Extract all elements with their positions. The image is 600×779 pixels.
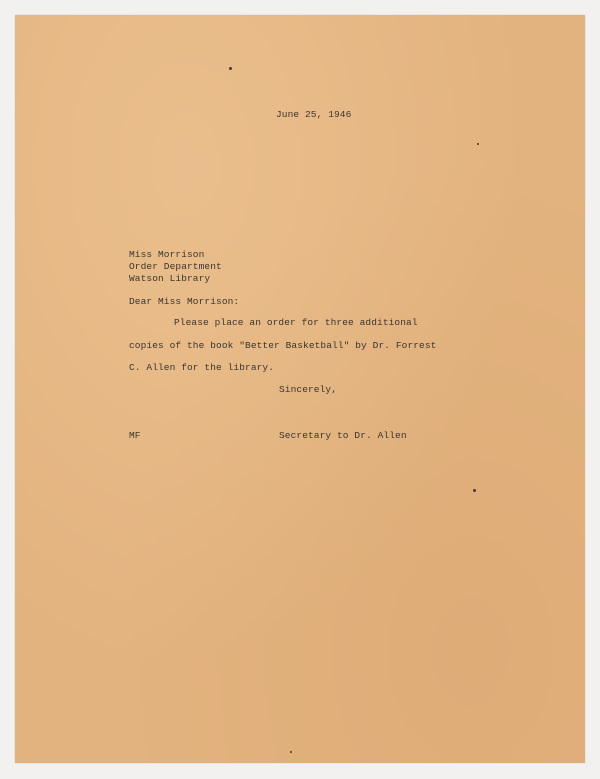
body-line-1: Please place an order for three additional [174, 317, 418, 328]
letter-date: June 25, 1946 [276, 109, 352, 120]
paper-speck [477, 143, 479, 145]
recipient-library: Watson Library [129, 273, 211, 284]
body-line-3: C. Allen for the library. [129, 362, 275, 373]
recipient-name: Miss Morrison [129, 249, 205, 260]
paper-speck [229, 67, 232, 70]
closing: Sincerely, [279, 384, 338, 395]
paper-speck [290, 751, 292, 753]
typist-initials: MF [129, 430, 141, 441]
paper-speck [473, 489, 476, 492]
recipient-department: Order Department [129, 261, 222, 272]
signature-title: Secretary to Dr. Allen [279, 430, 407, 441]
salutation: Dear Miss Morrison: [129, 296, 240, 307]
body-line-2: copies of the book "Better Basketball" by Dr. Forrest [129, 340, 437, 351]
